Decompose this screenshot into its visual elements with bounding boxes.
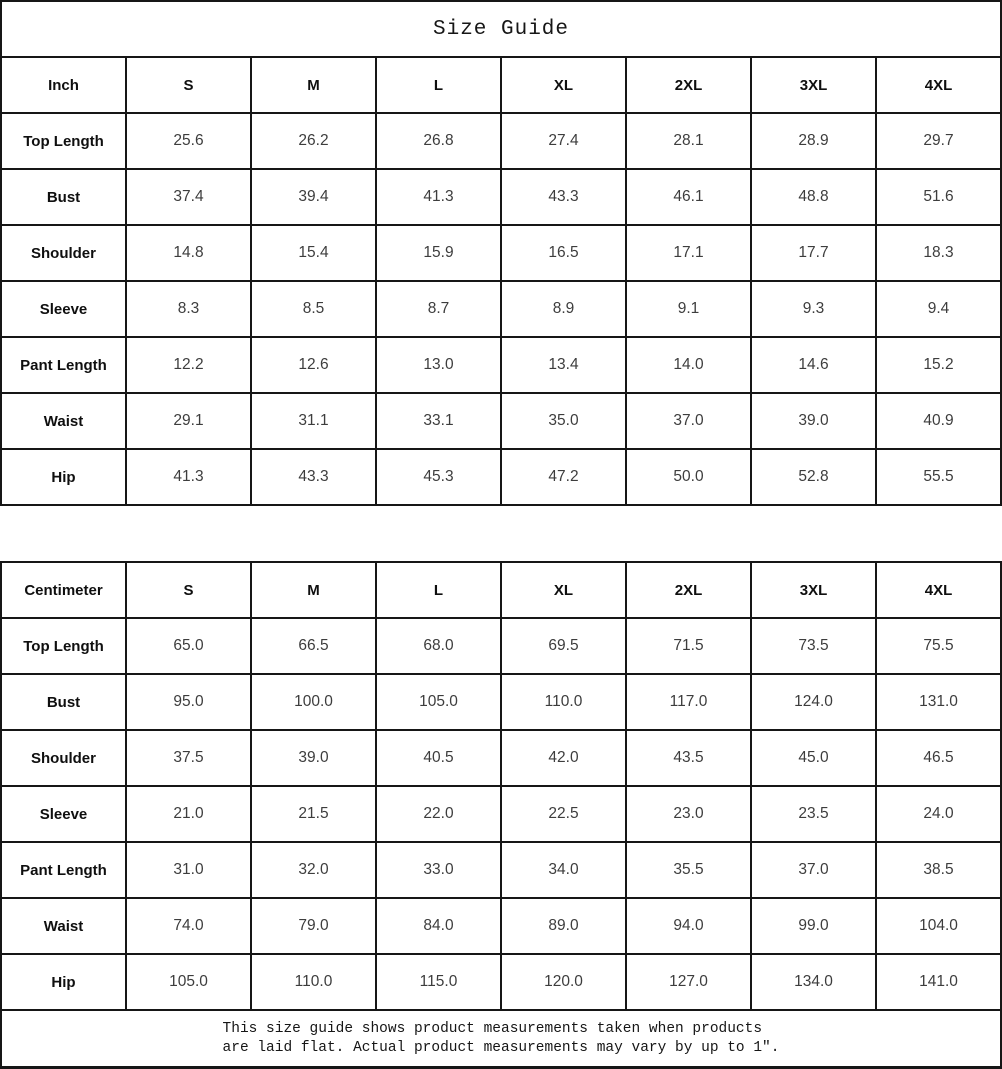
measurement-row-label: Bust: [1, 674, 126, 730]
measurement-row-label: Sleeve: [1, 281, 126, 337]
size-column-header: L: [376, 562, 501, 618]
measurement-value-cell: 84.0: [376, 898, 501, 954]
measurement-value-cell: 71.5: [626, 618, 751, 674]
measurement-value-cell: 12.2: [126, 337, 251, 393]
table-row: [1, 786, 1001, 842]
measurement-value-cell: 134.0: [751, 954, 876, 1010]
measurement-value-cell: 75.5: [876, 618, 1001, 674]
measurement-row-label: Top Length: [1, 618, 126, 674]
measurement-row-label: Hip: [1, 954, 126, 1010]
measurement-value-cell: 99.0: [751, 898, 876, 954]
unit-header-cell: Centimeter: [1, 562, 126, 618]
measurement-value-cell: 105.0: [126, 954, 251, 1010]
measurement-value-cell: 37.0: [626, 393, 751, 449]
size-column-header: M: [251, 562, 376, 618]
measurement-value-cell: 25.6: [126, 113, 251, 169]
size-column-header: L: [376, 57, 501, 113]
measurement-value-cell: 8.7: [376, 281, 501, 337]
table-row: [1, 113, 1001, 169]
measurement-value-cell: 27.4: [501, 113, 626, 169]
measurement-value-cell: 46.5: [876, 730, 1001, 786]
measurement-value-cell: 43.3: [251, 449, 376, 505]
measurement-value-cell: 9.3: [751, 281, 876, 337]
table-row: [1, 898, 1001, 954]
measurement-value-cell: 39.0: [251, 730, 376, 786]
footer-note-line1: This size guide shows product measurements taken when products: [222, 1020, 763, 1037]
measurement-value-cell: 8.5: [251, 281, 376, 337]
table-row: [1, 393, 1001, 449]
measurement-value-cell: 28.1: [626, 113, 751, 169]
measurement-value-cell: 50.0: [626, 449, 751, 505]
measurement-value-cell: 41.3: [376, 169, 501, 225]
table-row: [1, 674, 1001, 730]
measurement-value-cell: 13.0: [376, 337, 501, 393]
measurement-value-cell: 35.5: [626, 842, 751, 898]
size-column-header: 4XL: [876, 57, 1001, 113]
measurement-value-cell: 23.0: [626, 786, 751, 842]
measurement-value-cell: 40.9: [876, 393, 1001, 449]
measurement-value-cell: 95.0: [126, 674, 251, 730]
measurement-value-cell: 120.0: [501, 954, 626, 1010]
table-gap: [0, 506, 1002, 561]
table-row: [1, 618, 1001, 674]
measurement-value-cell: 33.0: [376, 842, 501, 898]
measurement-value-cell: 65.0: [126, 618, 251, 674]
measurement-value-cell: 43.5: [626, 730, 751, 786]
measurement-value-cell: 40.5: [376, 730, 501, 786]
measurement-value-cell: 17.7: [751, 225, 876, 281]
measurement-value-cell: 104.0: [876, 898, 1001, 954]
size-column-header: 3XL: [751, 57, 876, 113]
measurement-value-cell: 31.1: [251, 393, 376, 449]
measurement-value-cell: 47.2: [501, 449, 626, 505]
measurement-value-cell: 14.0: [626, 337, 751, 393]
size-column-header: XL: [501, 562, 626, 618]
measurement-value-cell: 14.8: [126, 225, 251, 281]
measurement-value-cell: 131.0: [876, 674, 1001, 730]
table-row: [1, 842, 1001, 898]
measurement-value-cell: 110.0: [251, 954, 376, 1010]
measurement-value-cell: 100.0: [251, 674, 376, 730]
measurement-value-cell: 21.0: [126, 786, 251, 842]
measurement-row-label: Waist: [1, 898, 126, 954]
measurement-value-cell: 37.0: [751, 842, 876, 898]
footer-box: [0, 1011, 1002, 1069]
measurement-value-cell: 42.0: [501, 730, 626, 786]
measurement-value-cell: 18.3: [876, 225, 1001, 281]
size-column-header: 2XL: [626, 562, 751, 618]
size-column-header: S: [126, 562, 251, 618]
measurement-value-cell: 21.5: [251, 786, 376, 842]
title-box: [0, 0, 1002, 56]
measurement-value-cell: 117.0: [626, 674, 751, 730]
measurement-value-cell: 12.6: [251, 337, 376, 393]
measurement-value-cell: 39.0: [751, 393, 876, 449]
size-column-header: XL: [501, 57, 626, 113]
measurement-value-cell: 127.0: [626, 954, 751, 1010]
table-row: [1, 169, 1001, 225]
measurement-value-cell: 31.0: [126, 842, 251, 898]
measurement-value-cell: 22.5: [501, 786, 626, 842]
measurement-value-cell: 34.0: [501, 842, 626, 898]
measurement-value-cell: 13.4: [501, 337, 626, 393]
footer-note-line2: are laid flat. Actual product measurements may vary by up to 1″.: [222, 1039, 780, 1056]
measurement-value-cell: 26.2: [251, 113, 376, 169]
measurement-value-cell: 32.0: [251, 842, 376, 898]
measurement-value-cell: 89.0: [501, 898, 626, 954]
measurement-value-cell: 37.5: [126, 730, 251, 786]
measurement-value-cell: 68.0: [376, 618, 501, 674]
size-column-header: 4XL: [876, 562, 1001, 618]
measurement-value-cell: 48.8: [751, 169, 876, 225]
measurement-value-cell: 79.0: [251, 898, 376, 954]
measurement-value-cell: 15.4: [251, 225, 376, 281]
measurement-value-cell: 141.0: [876, 954, 1001, 1010]
measurement-value-cell: 14.6: [751, 337, 876, 393]
measurement-value-cell: 29.7: [876, 113, 1001, 169]
measurement-row-label: Pant Length: [1, 842, 126, 898]
table-row: [1, 449, 1001, 505]
measurement-value-cell: 23.5: [751, 786, 876, 842]
measurement-value-cell: 38.5: [876, 842, 1001, 898]
measurement-value-cell: 51.6: [876, 169, 1001, 225]
measurement-value-cell: 46.1: [626, 169, 751, 225]
size-column-header: 2XL: [626, 57, 751, 113]
measurement-value-cell: 28.9: [751, 113, 876, 169]
measurement-value-cell: 55.5: [876, 449, 1001, 505]
measurement-value-cell: 15.9: [376, 225, 501, 281]
header-row: [1, 57, 1001, 113]
header-row: [1, 562, 1001, 618]
footer-note: [223, 1020, 780, 1058]
size-column-header: 3XL: [751, 562, 876, 618]
table-row: [1, 954, 1001, 1010]
measurement-value-cell: 24.0: [876, 786, 1001, 842]
table-row: [1, 337, 1001, 393]
centimeter-size-table: [0, 561, 1002, 1011]
measurement-value-cell: 115.0: [376, 954, 501, 1010]
measurement-value-cell: 8.3: [126, 281, 251, 337]
measurement-value-cell: 39.4: [251, 169, 376, 225]
measurement-value-cell: 66.5: [251, 618, 376, 674]
measurement-row-label: Waist: [1, 393, 126, 449]
measurement-row-label: Bust: [1, 169, 126, 225]
measurement-row-label: Top Length: [1, 113, 126, 169]
measurement-value-cell: 110.0: [501, 674, 626, 730]
measurement-row-label: Pant Length: [1, 337, 126, 393]
table-row: [1, 281, 1001, 337]
measurement-value-cell: 45.0: [751, 730, 876, 786]
measurement-value-cell: 73.5: [751, 618, 876, 674]
measurement-value-cell: 45.3: [376, 449, 501, 505]
measurement-value-cell: 35.0: [501, 393, 626, 449]
measurement-value-cell: 15.2: [876, 337, 1001, 393]
measurement-row-label: Hip: [1, 449, 126, 505]
measurement-value-cell: 94.0: [626, 898, 751, 954]
unit-header-cell: Inch: [1, 57, 126, 113]
measurement-value-cell: 17.1: [626, 225, 751, 281]
measurement-value-cell: 124.0: [751, 674, 876, 730]
measurement-value-cell: 9.1: [626, 281, 751, 337]
measurement-value-cell: 9.4: [876, 281, 1001, 337]
measurement-row-label: Shoulder: [1, 730, 126, 786]
measurement-value-cell: 105.0: [376, 674, 501, 730]
measurement-value-cell: 52.8: [751, 449, 876, 505]
size-column-header: S: [126, 57, 251, 113]
measurement-value-cell: 37.4: [126, 169, 251, 225]
size-column-header: M: [251, 57, 376, 113]
inch-size-table: [0, 56, 1002, 506]
measurement-value-cell: 43.3: [501, 169, 626, 225]
measurement-value-cell: 22.0: [376, 786, 501, 842]
page-title: Size Guide: [432, 17, 570, 41]
measurement-value-cell: 33.1: [376, 393, 501, 449]
measurement-value-cell: 8.9: [501, 281, 626, 337]
measurement-value-cell: 74.0: [126, 898, 251, 954]
measurement-row-label: Sleeve: [1, 786, 126, 842]
measurement-value-cell: 69.5: [501, 618, 626, 674]
measurement-value-cell: 26.8: [376, 113, 501, 169]
table-row: [1, 730, 1001, 786]
measurement-value-cell: 41.3: [126, 449, 251, 505]
measurement-value-cell: 16.5: [501, 225, 626, 281]
table-row: [1, 225, 1001, 281]
measurement-row-label: Shoulder: [1, 225, 126, 281]
measurement-value-cell: 29.1: [126, 393, 251, 449]
